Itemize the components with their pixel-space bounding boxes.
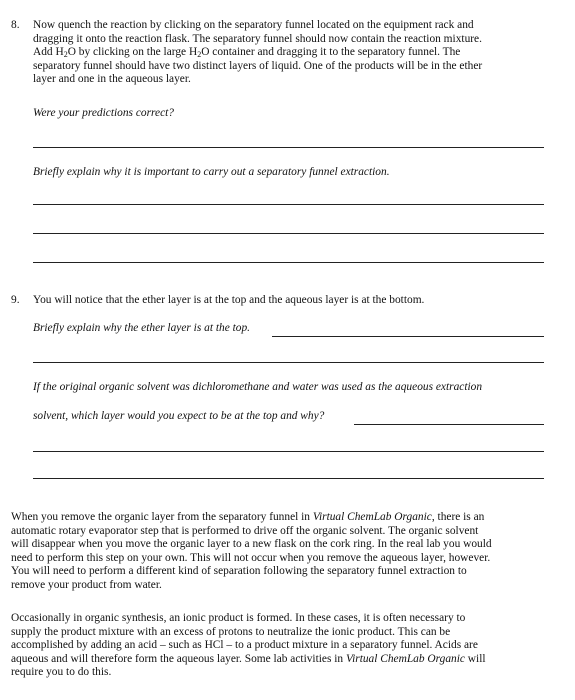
note1-fragment: , there is an xyxy=(431,511,485,523)
subscript: 2 xyxy=(197,50,202,60)
answer-line[interactable] xyxy=(33,262,544,263)
note1-line: will disappear when you move the organic layer to a new flask on the cork ring. In the real lab you would xyxy=(11,538,492,551)
answer-line[interactable] xyxy=(33,147,544,148)
q8-text-fragment: O by clicking on the large H xyxy=(67,46,198,59)
question-9-text: You will notice that the ether layer is at the top and the aqueous layer is at the bottom. xyxy=(33,294,425,306)
q9-prompt-dichloromethane-line2: solvent, which layer would you expect to be at the top and why? xyxy=(33,410,325,422)
note2-line: accomplished by adding an acid – such as HCl – to a product mixture in a separatory funnel. Acids are xyxy=(11,639,478,652)
answer-line-inline[interactable] xyxy=(354,424,544,425)
answer-line[interactable] xyxy=(33,451,544,452)
q9-prompt-dichloromethane-line1: If the original organic solvent was dichloromethane and water was used as the aqueous extraction xyxy=(33,381,483,393)
note2-line: supply the product mixture with an excess of protons to neutralize the ionic product. This can be xyxy=(11,625,451,638)
note-ionic-product xyxy=(11,612,486,680)
answer-line[interactable] xyxy=(33,478,544,479)
question-8-text xyxy=(33,19,482,87)
q8-line xyxy=(33,46,482,60)
note2-fragment: aqueous and will therefore form the aqueous layer. Some lab activities in xyxy=(11,652,346,665)
note1-line xyxy=(11,511,492,525)
answer-line[interactable] xyxy=(33,362,544,363)
q8-text-fragment: O container and dragging it to the separatory funnel. The xyxy=(201,46,461,59)
q8-prompt-predictions: Were your predictions correct? xyxy=(33,107,174,119)
subscript: 2 xyxy=(63,50,68,60)
note2-fragment: will xyxy=(464,652,486,665)
note1-line: remove your product from water. xyxy=(11,578,162,591)
note-rotary-evaporator xyxy=(11,511,492,593)
answer-line[interactable] xyxy=(33,233,544,234)
q8-line: Now quench the reaction by clicking on the separatory funnel located on the equipment rack and xyxy=(33,19,474,31)
q8-line: layer and one in the aqueous layer. xyxy=(33,73,191,86)
q8-line: dragging it onto the reaction flask. The separatory funnel should now contain the reaction mixture. xyxy=(33,32,482,45)
question-9-number: 9. xyxy=(11,294,20,306)
question-8-number: 8. xyxy=(11,19,20,31)
answer-line-inline[interactable] xyxy=(272,336,544,337)
q8-prompt-explain: Briefly explain why it is important to carry out a separatory funnel extraction. xyxy=(33,166,390,178)
software-name: Virtual ChemLab Organic xyxy=(312,511,432,523)
note1-line: You will need to perform a different kind of separation following the separatory funnel extraction to xyxy=(11,565,467,578)
software-name: Virtual ChemLab Organic xyxy=(345,652,465,665)
note2-line: require you to do this. xyxy=(11,666,112,679)
q8-text-fragment: Add H xyxy=(33,46,64,59)
q8-line: separatory funnel should have two distinct layers of liquid. One of the products will be in the ether xyxy=(33,59,483,72)
note1-fragment: When you remove the organic layer from the separatory funnel in xyxy=(11,511,313,523)
note1-line: need to perform this step on your own. This will not occur when you remove the aqueous layer, however. xyxy=(11,551,491,564)
answer-line[interactable] xyxy=(33,204,544,205)
note2-line xyxy=(11,653,486,667)
note2-line: Occasionally in organic synthesis, an ionic product is formed. In these cases, it is often necessary to xyxy=(11,612,466,624)
q9-prompt-ether-top: Briefly explain why the ether layer is at the top. xyxy=(33,322,251,334)
note1-line: automatic rotary evaporator step that is performed to drive off the organic solvent. The organic solvent xyxy=(11,524,479,537)
